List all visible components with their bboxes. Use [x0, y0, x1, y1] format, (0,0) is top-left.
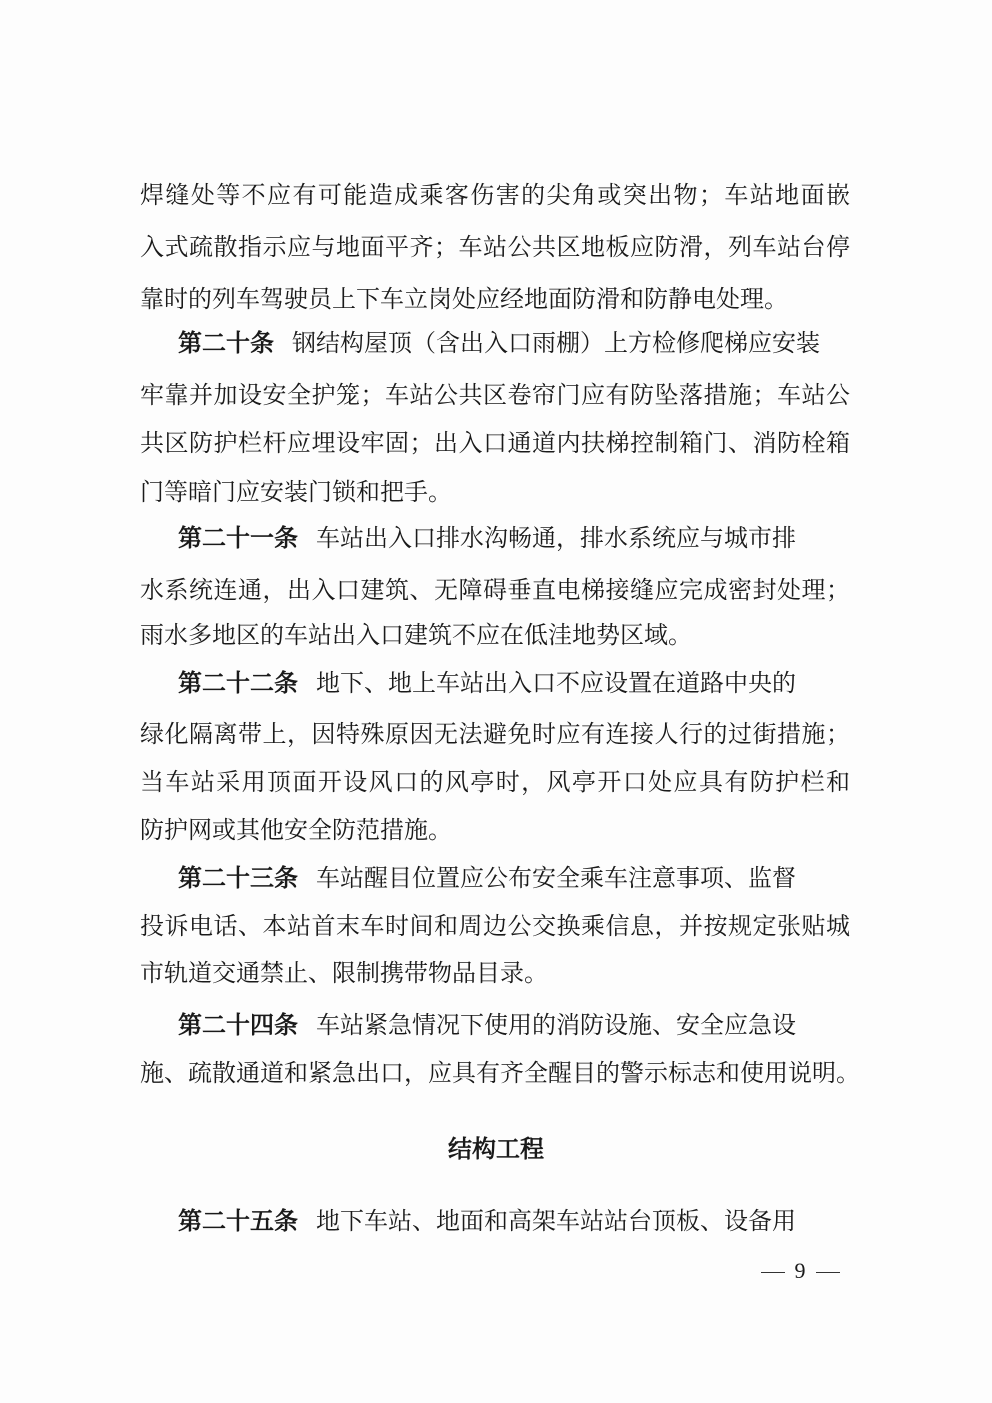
paragraph-line: 门等暗门应安装门锁和把手。	[140, 478, 452, 506]
article-first-line	[178, 1205, 850, 1237]
paragraph-line: 靠时的列车驾驶员上下车立岗处应经地面防滑和防静电处理。	[140, 285, 788, 313]
article-number: 第二十二条	[178, 669, 298, 697]
article-number: 第二十三条	[178, 864, 298, 892]
paragraph-line: 防护网或其他安全防范措施。	[140, 816, 452, 844]
article-first-line	[178, 522, 850, 554]
page-number	[740, 1256, 860, 1286]
section-heading: 结构工程	[448, 1135, 544, 1163]
paragraph-line: 水 系 统 连 通 ， 出 入 口 建 筑 、 无 障 碍 垂 直 电 梯 接 缝 应 完 成 密 封 处 理 ；	[140, 576, 850, 604]
paragraph-line: 入 式 疏 散 指 示 应 与 地 面 平 齐 ； 车 站 公 共 区 地 板 应 防 滑 ， 列 车 站 台 停	[140, 233, 850, 261]
article-text: 地下车站、地面和高架车站站台顶板、设备用	[316, 1207, 796, 1235]
article-number: 第二十五条	[178, 1207, 298, 1235]
article-text: 车站醒目位置应公布安全乘车注意事项、监督	[316, 864, 796, 892]
paragraph-line: 牢 靠 并 加 设 安 全 护 笼 ； 车 站 公 共 区 卷 帘 门 应 有 防 坠 落 措 施 ； 车 站 公	[140, 381, 850, 409]
article-number: 第二十一条	[178, 524, 298, 552]
page-number-dash-right	[816, 1272, 840, 1273]
article-first-line	[178, 327, 850, 359]
article-text: 车站紧急情况下使用的消防设施、安全应急设	[316, 1011, 796, 1039]
paragraph-line: 绿 化 隔 离 带 上 ， 因 特 殊 原 因 无 法 避 免 时 应 有 连 接 人 行 的 过 街 措 施 ；	[140, 720, 850, 748]
article-number: 第二十条	[178, 329, 274, 357]
paragraph-line: 共 区 防 护 栏 杆 应 埋 设 牢 固 ； 出 入 口 通 道 内 扶 梯 控 制 箱 门 、 消 防 栓 箱	[140, 429, 850, 457]
article-first-line	[178, 862, 850, 894]
paragraph-line: 当 车 站 采 用 顶 面 开 设 风 口 的 风 亭 时 ， 风 亭 开 口 处 应 具 有 防 护 栏 和	[140, 768, 850, 796]
article-first-line	[178, 667, 850, 699]
article-first-line	[178, 1009, 850, 1041]
article-number: 第二十四条	[178, 1011, 298, 1039]
paragraph-line: 雨水多地区的车站出入口建筑不应在低洼地势区域。	[140, 621, 692, 649]
paragraph-line: 焊 缝 处 等 不 应 有 可 能 造 成 乘 客 伤 害 的 尖 角 或 突 出 物 ； 车 站 地 面 嵌	[140, 181, 850, 209]
page-number-value: 9	[794, 1258, 806, 1283]
paragraph-line: 市轨道交通禁止、限制携带物品目录。	[140, 959, 548, 987]
article-text: 钢结构屋顶（含出入口雨棚）上方检修爬梯应安装	[292, 329, 820, 357]
paragraph-line: 投 诉 电 话 、 本 站 首 末 车 时 间 和 周 边 公 交 换 乘 信 息 ， 并 按 规 定 张 贴 城	[140, 912, 850, 940]
page-number-dash-left	[761, 1272, 785, 1273]
paragraph-line: 施 、 疏 散 通 道 和 紧 急 出 口 ， 应 具 有 齐 全 醒 目 的 警 示 标 志 和 使 用 说 明 。	[140, 1059, 860, 1087]
article-text: 车站出入口排水沟畅通，排水系统应与城市排	[316, 524, 796, 552]
article-text: 地下、地上车站出入口不应设置在道路中央的	[316, 669, 796, 697]
